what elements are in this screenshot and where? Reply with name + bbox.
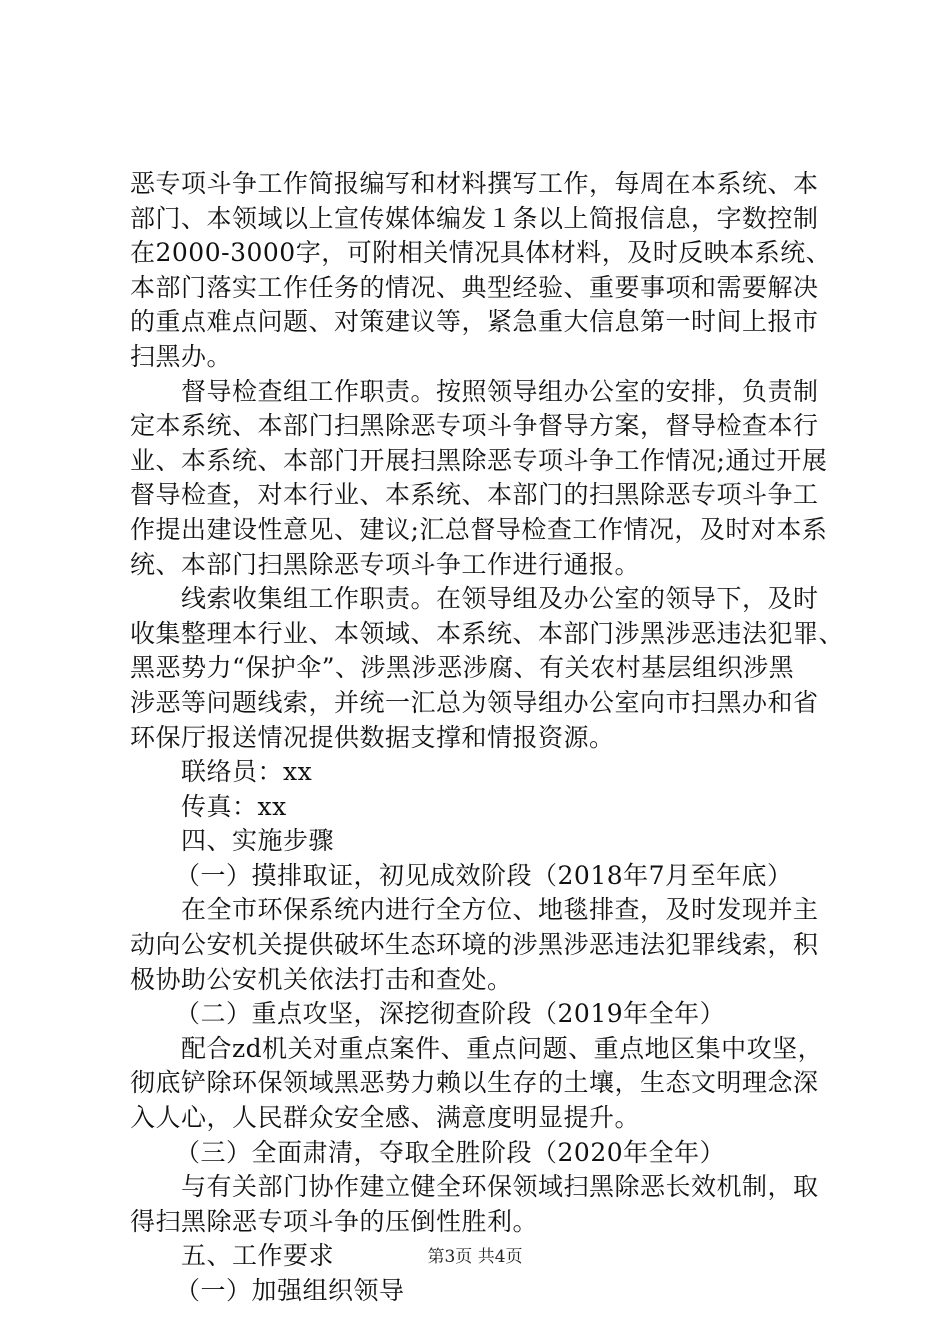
- paragraph-line: 得扫黑除恶专项斗争的压倒性胜利。: [130, 1206, 539, 1236]
- paragraph-line: 配合zd机关对重点案件、重点问题、重点地区集中攻坚，: [181, 1033, 824, 1063]
- subsection-heading: （三）全面肃清，夺取全胜阶段（2020年全年）: [175, 1137, 726, 1167]
- paragraph-line: 动向公安机关提供破坏生态环境的涉黑涉恶违法犯罪线索，积: [130, 930, 819, 960]
- section-heading: 五、工作要求: [181, 1241, 335, 1271]
- paragraph-line: 扫黑办。: [130, 341, 233, 371]
- paragraph-line: 恶专项斗争工作简报编写和材料撰写工作，每周在本系统、本: [130, 169, 819, 198]
- paragraph-line: 在全市环保系统内进行全方位、地毯排查，及时发现并主: [181, 895, 819, 925]
- paragraph-line: 收集整理本行业、本领域、本系统、本部门涉黑涉恶违法犯罪、: [130, 618, 845, 648]
- paragraph-line: 业、本系统、本部门开展扫黑除恶专项斗争工作情况;通过开展: [130, 445, 828, 475]
- paragraph-line: 黑恶势力“保护伞”、涉黑涉恶涉腐、有关农村基层组织涉黑: [130, 653, 795, 683]
- section-heading: 四、实施步骤: [181, 826, 335, 856]
- fax-line: 传真：xx: [181, 791, 287, 821]
- paragraph-line: 在2000-3000字，可附相关情况具体材料，及时反映本系统、: [130, 238, 832, 268]
- subsection-heading: （一）加强组织领导: [175, 1276, 405, 1305]
- paragraph-line: 的重点难点问题、对策建议等，紧急重大信息第一时间上报市: [130, 307, 819, 337]
- paragraph-line: 督导检查，对本行业、本系统、本部门的扫黑除恶专项斗争工: [130, 480, 819, 510]
- paragraph-line: 入人心，人民群众安全感、满意度明显提升。: [130, 1103, 641, 1133]
- contact-person-line: 联络员：xx: [181, 757, 313, 787]
- page-number-footer: 第3页 共4页: [427, 1247, 523, 1267]
- paragraph-line: 线索收集组工作职责。在领导组及办公室的领导下，及时: [181, 584, 819, 614]
- paragraph-line: 督导检查组工作职责。按照领导组办公室的安排，负责制: [181, 376, 819, 406]
- document-body: [130, 167, 845, 1309]
- paragraph-line: 涉恶等问题线索，并统一汇总为领导组办公室向市扫黑办和省: [130, 687, 819, 717]
- paragraph-line: 作提出建设性意见、建议;汇总督导检查工作情况，及时对本系: [130, 514, 828, 544]
- paragraph-line: 本部门落实工作任务的情况、典型经验、重要事项和需要解决: [130, 272, 819, 302]
- paragraph-line: 环保厅报送情况提供数据支撑和情报资源。: [130, 722, 615, 752]
- paragraph-line: 部门、本领域以上宣传媒体编发１条以上简报信息，字数控制: [130, 203, 819, 233]
- subsection-heading: （一）摸排取证，初见成效阶段（2018年7月至年底）: [175, 860, 793, 890]
- paragraph-line: 统、本部门扫黑除恶专项斗争工作进行通报。: [130, 549, 641, 579]
- paragraph-line: 极协助公安机关依法打击和查处。: [130, 964, 513, 994]
- paragraph-line: 定本系统、本部门扫黑除恶专项斗争督导方案，督导检查本行: [130, 411, 819, 441]
- paragraph-line: 彻底铲除环保领域黑恶势力赖以生存的土壤，生态文明理念深: [130, 1068, 819, 1098]
- subsection-heading: （二）重点攻坚，深挖彻查阶段（2019年全年）: [175, 999, 726, 1029]
- paragraph-line: 与有关部门协作建立健全环保领域扫黑除恶长效机制，取: [181, 1172, 819, 1202]
